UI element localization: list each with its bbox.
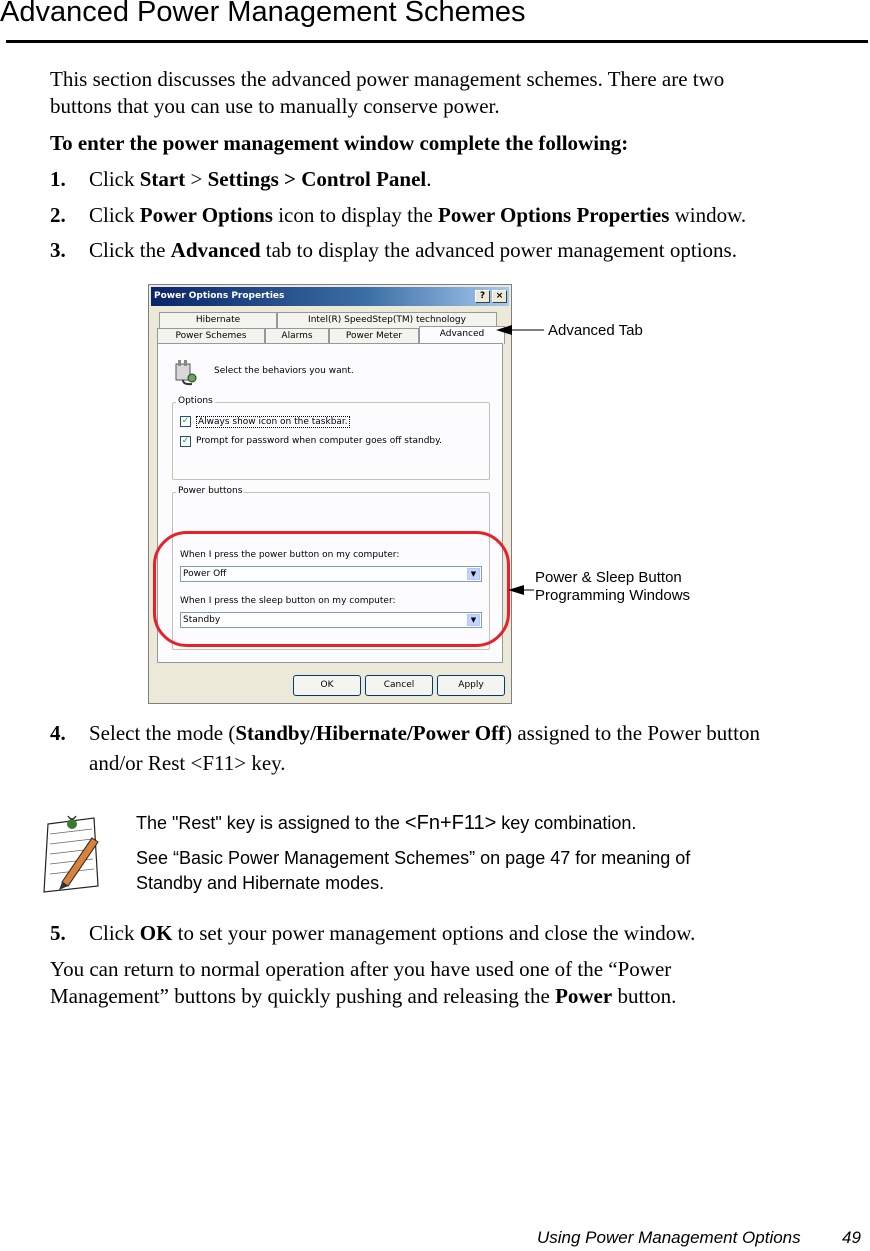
power-buttons-highlight [153, 531, 510, 647]
option-show-icon-checkbox[interactable]: ✓ [181, 416, 190, 426]
power-button-value: Power Off [183, 569, 227, 579]
step-number: 1. [50, 167, 66, 191]
option-password-label: Prompt for password when computer goes off standby. [196, 436, 443, 446]
footer-section-name: Using Power Management Options [537, 1228, 801, 1247]
tab-speedstep[interactable]: Intel(R) SpeedStep(TM) technology [277, 312, 497, 328]
option-show-icon-label: Always show icon on the taskbar. [198, 417, 348, 427]
dialog-title: Power Options Properties [154, 291, 285, 301]
dialog-titlebar [151, 287, 509, 306]
apply-button[interactable]: Apply [437, 675, 505, 696]
step-number: 3. [50, 238, 66, 262]
step-text: Click the Advanced tab to display the advanced power management options. [89, 238, 737, 262]
closing-line-2: Management” buttons by quickly pushing and releasing the Power button. [50, 984, 677, 1008]
power-buttons-group-label: Power buttons [178, 486, 243, 496]
sleep-button-value: Standby [183, 615, 221, 625]
power-plug-icon [172, 358, 198, 386]
close-button[interactable]: × [492, 290, 507, 303]
page-title: Advanced Power Management Schemes [0, 0, 526, 28]
tab-power-schemes[interactable]: Power Schemes [157, 328, 265, 344]
ok-button[interactable]: OK [293, 675, 361, 696]
step-text: Click Start > Settings > Control Panel. [89, 167, 432, 191]
step-number: 4. [50, 721, 66, 745]
power-sleep-callout [535, 569, 690, 605]
options-group-label: Options [178, 396, 213, 406]
note-pencil-icon [38, 812, 104, 896]
dropdown-arrow-icon[interactable]: ▼ [467, 614, 480, 626]
behaviors-text: Select the behaviors you want. [214, 366, 354, 376]
advanced-tab-arrow-icon [496, 322, 546, 338]
intro-paragraph [50, 66, 724, 120]
note-line-3: Standby and Hibernate modes. [136, 873, 385, 893]
note-line-2: See “Basic Power Management Schemes” on page 47 for meaning of [136, 848, 691, 868]
closing-paragraph [50, 956, 676, 1010]
title-rule [6, 40, 868, 43]
tab-alarms[interactable]: Alarms [265, 328, 329, 344]
power-sleep-callout-line-1: Power & Sleep Button [535, 569, 682, 586]
advanced-tab-callout: Advanced Tab [548, 322, 643, 339]
closing-line-1: You can return to normal operation after you have used one of the “Power [50, 957, 672, 981]
tab-power-meter[interactable]: Power Meter [329, 328, 419, 344]
option-password-checkbox[interactable]: ✓ [181, 436, 190, 446]
tab-advanced[interactable]: Advanced [419, 326, 505, 344]
power-sleep-callout-line-2: Programming Windows [535, 587, 691, 604]
tab-hibernate[interactable]: Hibernate [159, 312, 277, 328]
step-number: 5. [50, 921, 66, 945]
intro-line-1: This section discusses the advanced power management schemes. There are two [50, 67, 725, 91]
note-line-1: The "Rest" key is assigned to the <Fn+F11> key combination. [136, 812, 637, 834]
step-text: Select the mode (Standby/Hibernate/Power Off) assigned to the Power button [89, 721, 760, 745]
footer-page-number: 49 [842, 1228, 861, 1247]
intro-line-2: buttons that you can use to manually conserve power. [50, 94, 500, 118]
cancel-button[interactable]: Cancel [365, 675, 433, 696]
power-sleep-arrow-icon [508, 582, 534, 598]
step-4-continuation: and/or Rest <F11> key. [89, 751, 286, 775]
instructions-heading: To enter the power management window complete the following: [50, 131, 629, 155]
dropdown-arrow-icon[interactable]: ▼ [467, 568, 480, 580]
step-number: 2. [50, 203, 66, 227]
step-text: Click OK to set your power management options and close the window. [89, 921, 696, 945]
help-button[interactable]: ? [475, 290, 490, 303]
power-button-label: When I press the power button on my computer: [180, 550, 400, 560]
step-text: Click Power Options icon to display the Power Options Properties window. [89, 203, 747, 227]
sleep-button-label: When I press the sleep button on my computer: [180, 596, 396, 606]
